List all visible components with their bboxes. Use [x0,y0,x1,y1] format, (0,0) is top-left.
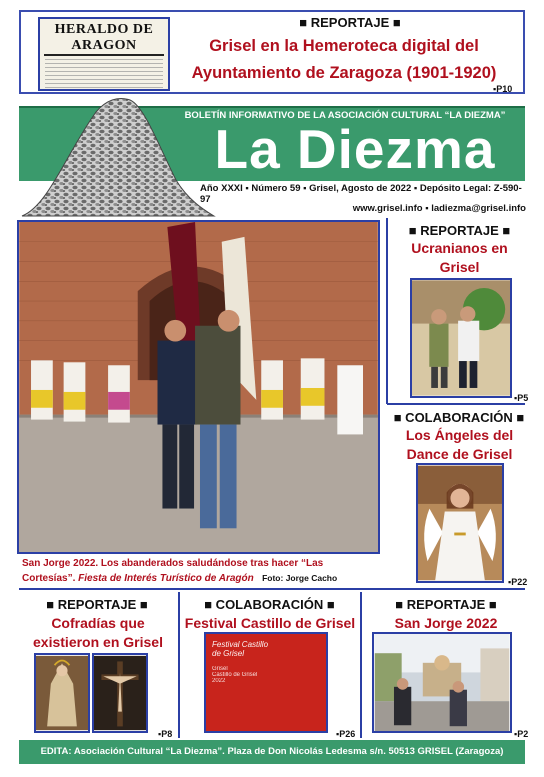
right-column-divider [386,218,388,404]
issue-info: Año XXXI ▪ Número 59 ▪ Grisel, Agosto de 2022 ▪ Depósito Legal: Z-590-97 [200,183,522,205]
poster-line-4: Castillo de Grisel [212,672,258,678]
poster-line-3: Grisel [212,666,228,672]
poster-line-5: 2022 [212,678,226,684]
caption-line-2 [22,571,382,586]
newspaper-clipping-image[interactable] [38,17,170,91]
ukrainians-photo[interactable] [410,278,512,398]
right-headline-2-line-1: Los Ángeles del [405,427,514,443]
masthead-subtitle: BOLETÍN INFORMATIVO DE LA ASOCIACIÓN CULTURAL “LA DIEZMA” [184,110,506,121]
right-kicker-2: ■ COLABORACIÓN ■ [393,410,525,425]
poster-title-2: de Grisel [212,649,245,658]
bottom-page-ref-1: ▪P8 [158,729,173,739]
poster-title-1: Festival Castillo [212,640,269,649]
right-headline-2[interactable] [392,426,527,464]
bottom-kicker-1: ■ REPORTAJE ■ [46,597,148,612]
virgin-statue-photo[interactable] [34,653,90,733]
bottom-divider-1 [178,592,180,738]
bottom-headline-2[interactable]: Festival Castillo de Grisel [184,615,356,631]
right-page-ref-1: ▪P5 [514,393,529,403]
clipping-text-lines [45,59,163,91]
bottom-headline-1[interactable] [20,614,176,652]
right-headline-1[interactable] [392,239,527,277]
caption-part-1: Cortesías”. [22,573,79,584]
publisher-footer: EDITA: Asociación Cultural “La Diezma”. Plaza de Don Nicolás Ledesma s/n. 50513 GRISEL (Zaragoza) [19,740,525,764]
right-headline-1-line-1: Ucranianos en [411,240,508,256]
bottom-headline-3[interactable]: San Jorge 2022 [394,615,498,631]
crucifix-photo[interactable] [92,653,148,733]
masthead-title: La Diezma [214,118,496,180]
bottom-headline-1-line-1: Cofradías que [51,615,145,631]
main-photo-caption [22,557,382,586]
angel-dance-photo[interactable] [416,463,504,583]
right-headline-1-line-2: Grisel [439,259,480,275]
right-divider [387,403,525,405]
bottom-kicker-3: ■ REPORTAJE ■ [395,597,497,612]
bottom-headline-1-line-2: existieron en Grisel [33,634,163,650]
festival-poster-image[interactable] [204,632,328,733]
right-page-ref-2: ▪P22 [508,577,528,587]
bottom-divider-2 [360,592,362,738]
main-photo-san-jorge[interactable] [17,220,380,554]
caption-line-1: San Jorge 2022. Los abanderados saludándose tras hacer “Las [22,558,324,569]
top-page-ref: ▪P10 [493,84,513,94]
right-headline-2-line-2: Dance de Grisel [406,446,513,462]
right-kicker-1: ■ REPORTAJE ■ [408,223,511,238]
top-headline-line-2: Ayuntamiento de Zaragoza (1901-1920) [191,64,497,82]
photo-credit: Foto: Jorge Cacho [262,573,338,583]
top-kicker: ■ REPORTAJE ■ [299,15,401,30]
bottom-kicker-2: ■ COLABORACIÓN ■ [204,597,335,612]
top-headline[interactable] [172,33,516,87]
bottom-row-rule [19,588,525,590]
top-headline-line-1: Grisel en la Hemeroteca digital del [209,37,479,55]
caption-fiesta: Fiesta de Interés Turístico de Aragón [78,573,254,584]
website-email[interactable]: www.grisel.info ▪ ladiezma@grisel.info [352,203,526,214]
bottom-page-ref-3: ▪P2 [514,729,529,739]
bottom-page-ref-2: ▪P26 [336,729,356,739]
san-jorge-procession-photo[interactable] [372,632,512,733]
clipping-masthead: HERALDO DE ARAGON [44,22,164,56]
